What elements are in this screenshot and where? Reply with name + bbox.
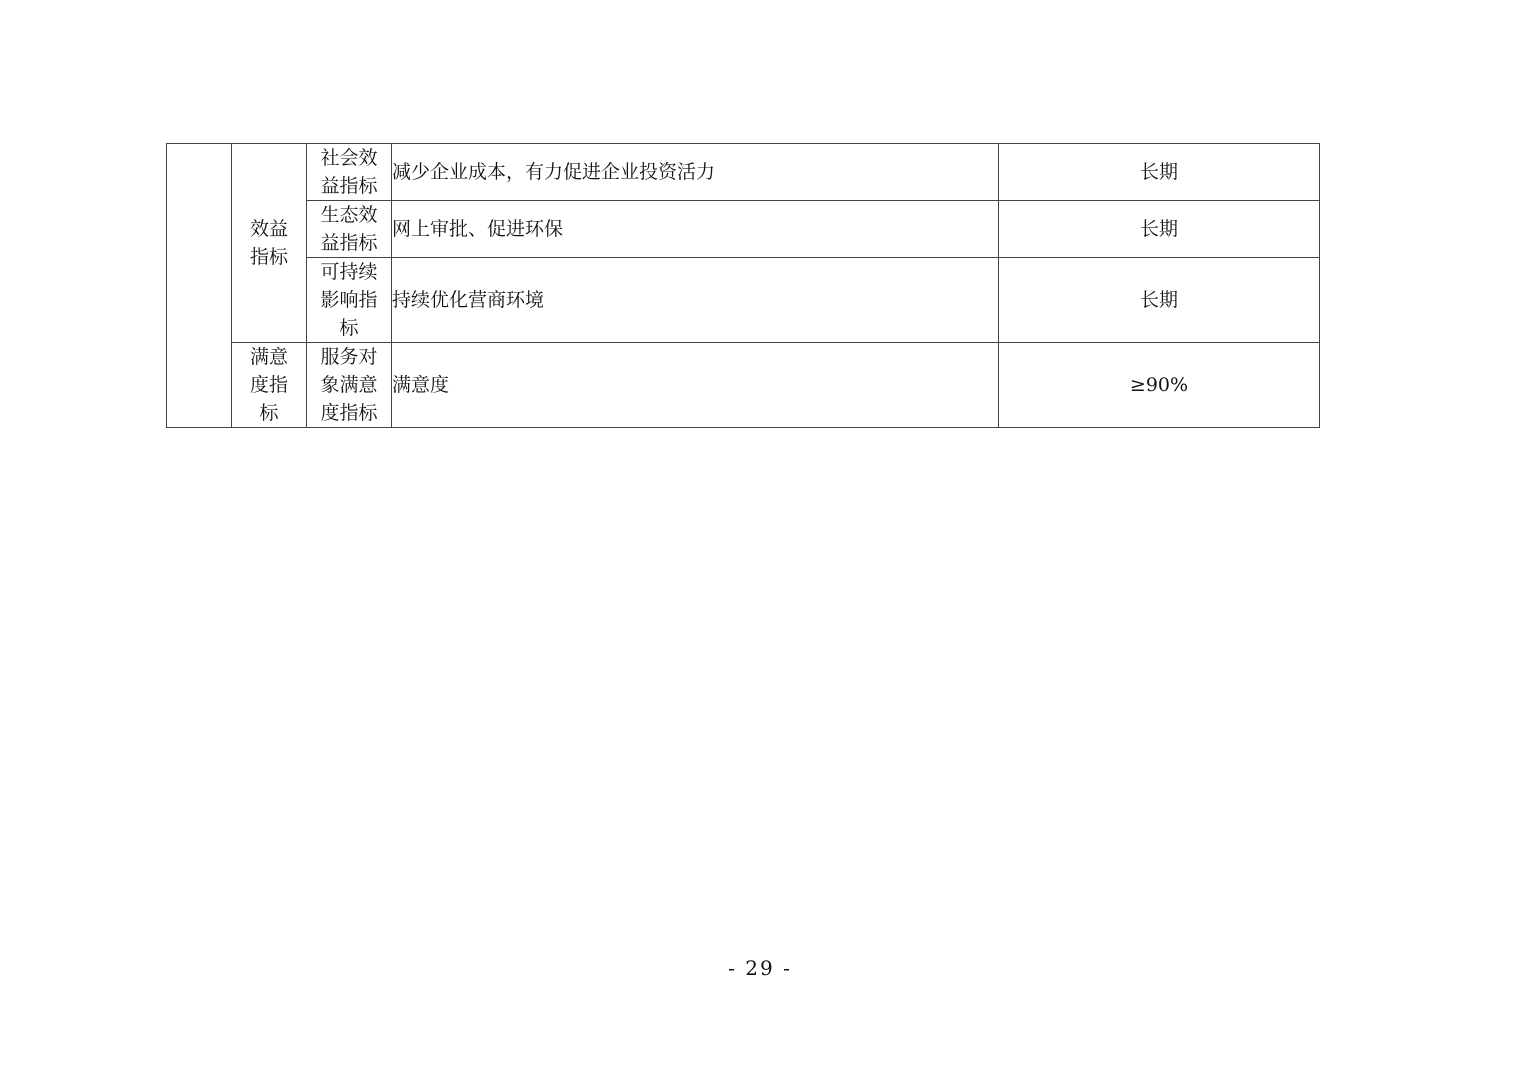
table-row bbox=[167, 201, 1320, 258]
level2-label: 效益 指标 bbox=[249, 218, 288, 268]
level3-cell bbox=[307, 258, 392, 343]
content-cell: 网上审批、促进环保 bbox=[392, 201, 999, 258]
page-number: - 29 - bbox=[728, 956, 792, 980]
level1-empty-cell bbox=[167, 144, 232, 428]
content-cell: 减少企业成本，有力促进企业投资活力 bbox=[392, 144, 999, 201]
table-row bbox=[167, 144, 1320, 201]
level3-label: 可持续 影响指 标 bbox=[320, 261, 378, 339]
level2-label: 满意 度指 标 bbox=[249, 346, 288, 424]
level3-cell bbox=[307, 144, 392, 201]
level2-cell-benefit bbox=[232, 144, 307, 343]
table-row bbox=[167, 258, 1320, 343]
level3-label: 生态效 益指标 bbox=[320, 204, 378, 254]
performance-indicator-table bbox=[166, 143, 1320, 428]
level3-label: 社会效 益指标 bbox=[320, 147, 378, 197]
level3-cell bbox=[307, 343, 392, 428]
level3-cell bbox=[307, 201, 392, 258]
content-cell: 持续优化营商环境 bbox=[392, 258, 999, 343]
target-cell: 长期 bbox=[999, 258, 1320, 343]
level3-label: 服务对 象满意 度指标 bbox=[320, 346, 378, 424]
table-row bbox=[167, 343, 1320, 428]
level2-cell-satisfaction bbox=[232, 343, 307, 428]
target-cell: 长期 bbox=[999, 201, 1320, 258]
target-cell: ≥90% bbox=[999, 343, 1320, 428]
target-cell: 长期 bbox=[999, 144, 1320, 201]
content-cell: 满意度 bbox=[392, 343, 999, 428]
